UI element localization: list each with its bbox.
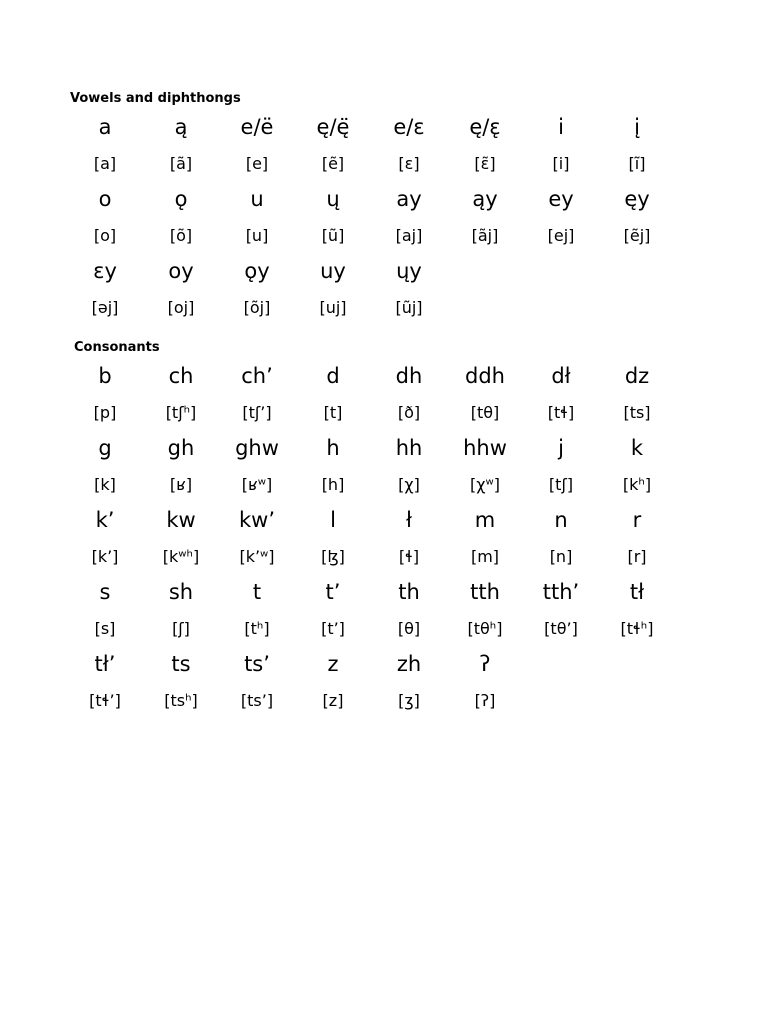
consonant-letter: h [326, 436, 340, 460]
vowel-letter: ǫy [244, 259, 270, 283]
vowel-ipa: [ãj] [471, 225, 499, 245]
vowel-letter: u [250, 187, 264, 211]
consonant-ipa: [tθ’] [544, 618, 578, 638]
consonant-ipa: [kʷʰ] [162, 546, 200, 566]
consonant-ipa-row [67, 466, 675, 502]
vowel-ipa: [ũ] [321, 225, 345, 245]
consonant-ipa: [ʃ] [172, 618, 190, 638]
consonant-ipa: [k’] [91, 546, 119, 566]
vowel-letter: ey [548, 187, 574, 211]
consonant-letter: zh [396, 652, 422, 676]
consonant-letter: th [398, 580, 420, 604]
consonant-ipa: [ð] [397, 402, 421, 422]
consonant-letter: dz [624, 364, 650, 388]
consonant-letter: b [98, 364, 112, 388]
consonant-letter: ghw [235, 436, 279, 460]
consonant-ipa: [m] [470, 546, 500, 566]
consonant-ipa: [kʰ] [622, 474, 652, 494]
vowel-ipa: [ɛ̃] [474, 153, 496, 173]
consonant-ipa: [ʒ] [398, 690, 420, 710]
consonant-letter: j [558, 436, 564, 460]
consonant-letter: tth [470, 580, 500, 604]
consonant-letter: t [252, 580, 262, 604]
vowel-ipa: [õj] [243, 297, 271, 317]
consonant-letter: k [630, 436, 644, 460]
consonant-ipa: [ts’] [240, 690, 274, 710]
vowel-letter: ęy [624, 187, 650, 211]
vowel-ipa: [õ] [169, 225, 193, 245]
consonant-letter: ts’ [244, 652, 270, 676]
consonant-ipa: [t’] [321, 618, 345, 638]
vowel-letter: ų [326, 187, 340, 211]
vowel-ipa-row [67, 217, 675, 253]
consonant-letter-row [67, 646, 675, 682]
vowel-ipa: [e] [245, 153, 269, 173]
consonant-ipa-row [67, 394, 675, 430]
consonant-ipa-row [67, 610, 675, 646]
consonant-letter: hhw [463, 436, 507, 460]
consonant-letter: l [330, 508, 336, 532]
vowel-ipa: [uj] [319, 297, 347, 317]
vowels-table [67, 109, 675, 325]
vowel-ipa: [ũj] [395, 297, 423, 317]
consonant-letter: sh [168, 580, 194, 604]
consonants-heading: Consonants [74, 340, 160, 355]
consonant-letter: s [99, 580, 111, 604]
vowel-ipa: [ẽ] [321, 153, 345, 173]
consonant-letter-row [67, 574, 675, 610]
consonant-ipa: [tɬ’] [89, 690, 121, 710]
consonant-ipa: [tɬʰ] [620, 618, 654, 638]
consonant-letter: kw’ [238, 508, 275, 532]
consonant-letter: g [98, 436, 112, 460]
consonant-letter: d [326, 364, 340, 388]
consonant-ipa: [tθʰ] [467, 618, 503, 638]
vowel-letter: e/ë [240, 115, 274, 139]
consonant-ipa: [ʁʷ] [241, 474, 273, 494]
consonant-letter-row [67, 502, 675, 538]
vowel-letter: o [98, 187, 112, 211]
vowel-letter: ay [396, 187, 422, 211]
consonant-letter: tł’ [94, 652, 116, 676]
consonant-letter: ʔ [479, 652, 491, 676]
consonant-ipa: [s] [94, 618, 116, 638]
vowel-letter: ųy [396, 259, 422, 283]
vowel-ipa-row [67, 145, 675, 181]
consonant-letter: r [632, 508, 642, 532]
vowel-letter: ǫ [174, 187, 188, 211]
vowel-ipa: [əj] [91, 297, 119, 317]
consonant-letter: ts [171, 652, 191, 676]
consonant-ipa: [χʷ] [470, 474, 500, 494]
vowel-ipa: [oj] [167, 297, 195, 317]
consonant-ipa: [r] [627, 546, 647, 566]
consonant-ipa: [ɬ] [398, 546, 420, 566]
vowel-ipa: [o] [93, 225, 117, 245]
vowel-letter: ę/ę̈ [316, 115, 350, 139]
vowel-ipa: [aj] [395, 225, 423, 245]
consonant-ipa: [ʁ] [169, 474, 193, 494]
vowel-ipa-row [67, 289, 675, 325]
consonant-letter: z [327, 652, 339, 676]
vowel-letter: oy [168, 259, 194, 283]
consonant-letter: tth’ [542, 580, 580, 604]
consonant-ipa: [tʰ] [244, 618, 270, 638]
consonant-ipa: [k] [94, 474, 116, 494]
consonant-letter: kw [166, 508, 196, 532]
consonant-letter: n [554, 508, 568, 532]
consonant-ipa: [tʃ] [548, 474, 574, 494]
vowel-letter: e/ɛ [393, 115, 425, 139]
consonant-letter: ch’ [241, 364, 273, 388]
vowel-letter: ą [174, 115, 188, 139]
consonant-letter-row [67, 430, 675, 466]
vowel-ipa: [u] [245, 225, 269, 245]
vowel-letter: ɛy [93, 259, 117, 283]
vowel-ipa: [ẽj] [623, 225, 651, 245]
consonant-ipa: [p] [93, 402, 117, 422]
consonant-letter: dh [395, 364, 423, 388]
vowel-ipa: [a] [93, 153, 117, 173]
consonant-ipa-row [67, 682, 675, 718]
vowel-ipa: [ã] [169, 153, 193, 173]
consonant-letter: ch [168, 364, 194, 388]
consonant-letter: t’ [325, 580, 341, 604]
vowel-letter: į [634, 115, 640, 139]
consonant-ipa: [tθ] [470, 402, 500, 422]
consonant-ipa: [ʔ] [474, 690, 496, 710]
consonant-ipa: [n] [549, 546, 573, 566]
consonant-ipa: [χ] [398, 474, 420, 494]
vowel-letter: ę/ɛ̨ [469, 115, 501, 139]
vowel-ipa: [ɛ] [398, 153, 420, 173]
vowel-letter-row [67, 109, 675, 145]
consonant-ipa: [t] [323, 402, 343, 422]
consonant-letter: gh [167, 436, 195, 460]
consonant-letter: dł [551, 364, 571, 388]
consonant-ipa: [tʃʰ] [165, 402, 197, 422]
consonant-ipa: [θ] [397, 618, 421, 638]
consonants-table [67, 358, 675, 718]
vowels-heading: Vowels and diphthongs [70, 91, 241, 106]
vowel-ipa: [ej] [547, 225, 575, 245]
consonant-letter: m [474, 508, 496, 532]
consonant-letter: ł [406, 508, 412, 532]
consonant-ipa: [ts] [623, 402, 651, 422]
vowel-letter: a [98, 115, 112, 139]
consonant-ipa: [tsʰ] [164, 690, 198, 710]
consonant-letter: tł [629, 580, 645, 604]
vowel-letter-row [67, 181, 675, 217]
consonant-letter: ddh [465, 364, 505, 388]
consonant-ipa-row [67, 538, 675, 574]
consonant-ipa: [z] [322, 690, 344, 710]
consonant-ipa: [tʃ’] [242, 402, 272, 422]
vowel-ipa: [i] [552, 153, 570, 173]
vowel-ipa: [ĩ] [628, 153, 646, 173]
consonant-ipa: [h] [321, 474, 345, 494]
vowel-letter-row [67, 253, 675, 289]
consonant-letter: k’ [95, 508, 115, 532]
vowel-letter: ąy [472, 187, 498, 211]
consonant-letter-row [67, 358, 675, 394]
consonant-ipa: [tɬ] [547, 402, 575, 422]
consonant-ipa: [k’ʷ] [239, 546, 275, 566]
consonant-ipa: [ɮ] [321, 546, 345, 566]
consonant-letter: hh [395, 436, 423, 460]
vowel-letter: i [558, 115, 564, 139]
vowel-letter: uy [320, 259, 346, 283]
